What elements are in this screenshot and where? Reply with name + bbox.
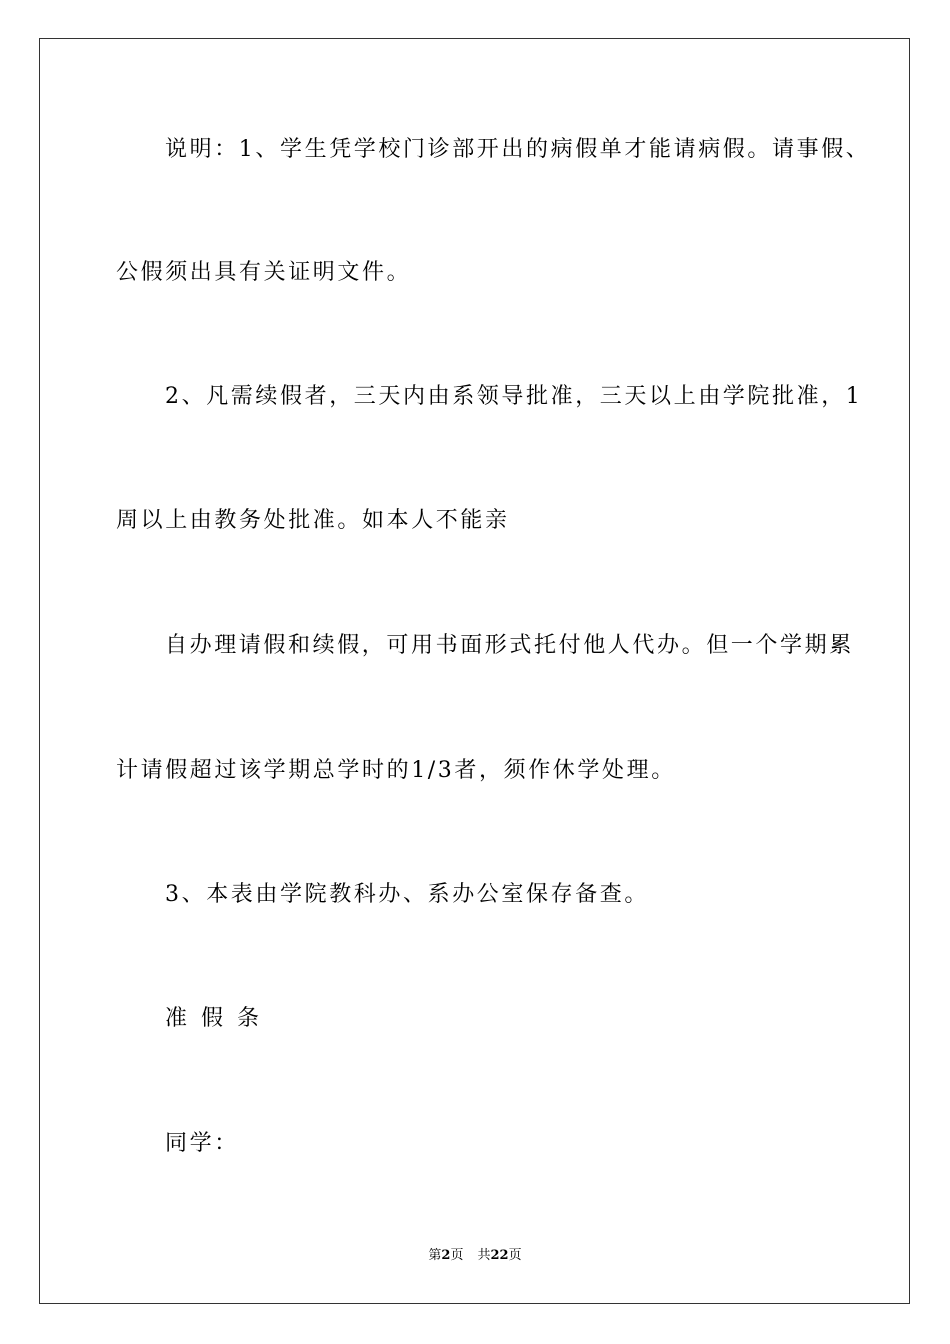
student-salutation: 同学： bbox=[165, 1131, 239, 1156]
page-border bbox=[39, 38, 910, 1304]
total-prefix: 共 bbox=[477, 1248, 491, 1263]
page-footer bbox=[0, 1247, 950, 1265]
note-paragraph-3-line-1: 自办理请假和续假，可用书面形式托付他人代办。但一个学期累 bbox=[165, 633, 854, 658]
leave-slip-title: 准假条 bbox=[165, 1006, 274, 1031]
note-paragraph-1-line-1: 说明：1、学生凭学校门诊部开出的病假单才能请病假。请事假、 bbox=[165, 137, 871, 162]
note-paragraph-2-line-1: 2、凡需续假者，三天内由系领导批准，三天以上由学院批准，1 bbox=[165, 384, 863, 409]
page-number: 2 bbox=[441, 1248, 451, 1263]
page-suffix: 页 bbox=[450, 1248, 464, 1263]
note-paragraph-3-line-2: 计请假超过该学期总学时的1/3者，须作休学处理。 bbox=[116, 758, 676, 783]
note-paragraph-1-line-2: 公假须出具有关证明文件。 bbox=[116, 260, 412, 285]
note-paragraph-2-line-2: 周以上由教务处批准。如本人不能亲 bbox=[116, 508, 510, 533]
total-pages: 22 bbox=[490, 1248, 509, 1263]
page-prefix: 第 bbox=[428, 1248, 442, 1263]
total-suffix: 页 bbox=[508, 1248, 522, 1263]
note-paragraph-4: 3、本表由学院教科办、系办公室保存备查。 bbox=[165, 882, 649, 907]
